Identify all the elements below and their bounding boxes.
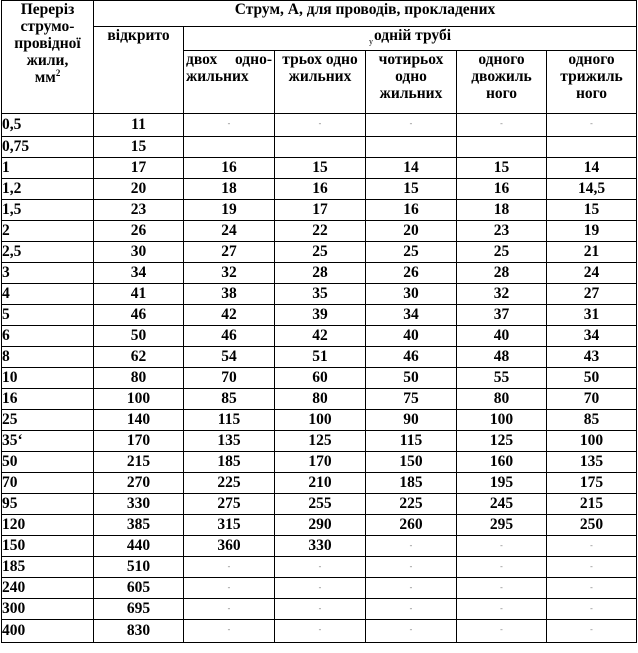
- cell-one-two-core: 195: [457, 473, 547, 494]
- header-area-line: струмо-: [20, 18, 75, 35]
- cell-one-three-core: 85: [547, 410, 637, 431]
- cell-two-single-core: 27: [184, 242, 275, 263]
- cell-three-single-core: 22: [275, 221, 366, 242]
- cell-two-single-core: 315: [184, 515, 275, 536]
- cell-one-two-core: -: [457, 620, 547, 643]
- table-row: [2, 284, 637, 305]
- cell-one-three-core: 21: [547, 242, 637, 263]
- cell-one-two-core: [457, 137, 547, 158]
- table-row: [2, 599, 637, 620]
- cell-three-single-core: -: [275, 599, 366, 620]
- cell-cross-section: 4: [2, 284, 94, 305]
- cell-open: 605: [94, 578, 184, 599]
- cell-two-single-core: 185: [184, 452, 275, 473]
- table-row: [2, 536, 637, 557]
- cell-four-single-core: -: [366, 536, 457, 557]
- cell-one-two-core: -: [457, 114, 547, 137]
- cell-two-single-core: -: [184, 114, 275, 137]
- table-row: [2, 368, 637, 389]
- cell-one-three-core: 34: [547, 326, 637, 347]
- cell-four-single-core: 185: [366, 473, 457, 494]
- cell-one-two-core: 48: [457, 347, 547, 368]
- cell-three-single-core: 60: [275, 368, 366, 389]
- current-table: [1, 0, 637, 643]
- table-row: [2, 578, 637, 599]
- table-row: [2, 452, 637, 473]
- cell-one-three-core: 27: [547, 284, 637, 305]
- cell-four-single-core: 20: [366, 221, 457, 242]
- cell-four-single-core: 16: [366, 200, 457, 221]
- cell-two-single-core: 42: [184, 305, 275, 326]
- cell-two-single-core: 70: [184, 368, 275, 389]
- cell-one-two-core: 40: [457, 326, 547, 347]
- cell-three-single-core: 42: [275, 326, 366, 347]
- cell-one-two-core: 80: [457, 389, 547, 410]
- cell-four-single-core: 115: [366, 431, 457, 452]
- cell-four-single-core: 15: [366, 179, 457, 200]
- cell-cross-section: 1,2: [2, 179, 94, 200]
- cell-three-single-core: 170: [275, 452, 366, 473]
- cell-cross-section: 10: [2, 368, 94, 389]
- cell-one-three-core: -: [547, 536, 637, 557]
- cell-open: 695: [94, 599, 184, 620]
- cell-one-three-core: 50: [547, 368, 637, 389]
- cell-four-single-core: -: [366, 114, 457, 137]
- cell-three-single-core: 51: [275, 347, 366, 368]
- cell-three-single-core: 35: [275, 284, 366, 305]
- cell-cross-section: 0,75: [2, 137, 94, 158]
- cell-four-single-core: 50: [366, 368, 457, 389]
- cell-four-single-core: -: [366, 557, 457, 578]
- table-row: [2, 326, 637, 347]
- table-row: [2, 494, 637, 515]
- cell-cross-section: 3: [2, 263, 94, 284]
- cell-two-single-core: 225: [184, 473, 275, 494]
- header-one-two-core: одного двожиль ного: [457, 51, 547, 114]
- cell-open: 170: [94, 431, 184, 452]
- cell-one-two-core: 16: [457, 179, 547, 200]
- cell-four-single-core: -: [366, 620, 457, 643]
- cell-four-single-core: -: [366, 599, 457, 620]
- cell-cross-section: 35‘: [2, 431, 94, 452]
- cell-one-three-core: 31: [547, 305, 637, 326]
- cell-cross-section: 300: [2, 599, 94, 620]
- cell-four-single-core: [366, 137, 457, 158]
- header-in-pipe-label: одній трубі: [374, 27, 452, 44]
- cell-three-single-core: 290: [275, 515, 366, 536]
- cell-two-single-core: 38: [184, 284, 275, 305]
- cell-three-single-core: -: [275, 114, 366, 137]
- cell-three-single-core: [275, 137, 366, 158]
- cell-three-single-core: 125: [275, 431, 366, 452]
- header-area-line: жили,: [26, 52, 69, 69]
- cell-three-single-core: -: [275, 578, 366, 599]
- cell-cross-section: 95: [2, 494, 94, 515]
- cell-three-single-core: 210: [275, 473, 366, 494]
- cell-one-two-core: 100: [457, 410, 547, 431]
- cell-one-two-core: 245: [457, 494, 547, 515]
- cell-four-single-core: 150: [366, 452, 457, 473]
- cell-one-three-core: [547, 137, 637, 158]
- header-open: відкрито: [94, 27, 184, 114]
- table-row: [2, 114, 637, 137]
- cell-open: 440: [94, 536, 184, 557]
- cell-two-single-core: 24: [184, 221, 275, 242]
- header-cross-section: [2, 1, 94, 114]
- header-area-sup: 2: [55, 68, 61, 78]
- cell-cross-section: 120: [2, 515, 94, 536]
- cell-four-single-core: 90: [366, 410, 457, 431]
- cell-one-three-core: 135: [547, 452, 637, 473]
- cell-one-two-core: 55: [457, 368, 547, 389]
- header-one-three-core: одного трижиль ного: [547, 51, 637, 114]
- cell-open: 830: [94, 620, 184, 643]
- cell-three-single-core: 28: [275, 263, 366, 284]
- cell-cross-section: 5: [2, 305, 94, 326]
- cell-one-two-core: 37: [457, 305, 547, 326]
- table-row: [2, 242, 637, 263]
- cell-two-single-core: 16: [184, 158, 275, 179]
- table-row: [2, 431, 637, 452]
- cell-two-single-core: 32: [184, 263, 275, 284]
- cell-one-two-core: 32: [457, 284, 547, 305]
- cell-cross-section: 6: [2, 326, 94, 347]
- cell-two-single-core: -: [184, 620, 275, 643]
- cell-cross-section: 1: [2, 158, 94, 179]
- header-two-single-core: двох одно-жильних: [184, 51, 275, 114]
- cell-three-single-core: 80: [275, 389, 366, 410]
- cell-one-two-core: 18: [457, 200, 547, 221]
- table-row: [2, 410, 637, 431]
- header-in-pipe: [184, 27, 637, 51]
- table-row: [2, 305, 637, 326]
- table-row: [2, 620, 637, 643]
- cell-four-single-core: 225: [366, 494, 457, 515]
- cell-one-three-core: 15: [547, 200, 637, 221]
- cell-one-two-core: 28: [457, 263, 547, 284]
- cell-one-two-core: 23: [457, 221, 547, 242]
- cell-open: 17: [94, 158, 184, 179]
- cell-two-single-core: 360: [184, 536, 275, 557]
- table-row: [2, 557, 637, 578]
- cell-one-three-core: 70: [547, 389, 637, 410]
- header-in-pipe-mark: у: [369, 37, 373, 46]
- cell-two-single-core: 135: [184, 431, 275, 452]
- cell-four-single-core: 25: [366, 242, 457, 263]
- cell-one-three-core: 14,5: [547, 179, 637, 200]
- cell-one-two-core: -: [457, 599, 547, 620]
- cell-two-single-core: 85: [184, 389, 275, 410]
- cell-one-two-core: -: [457, 536, 547, 557]
- cell-two-single-core: -: [184, 599, 275, 620]
- table-body: [2, 114, 637, 643]
- cell-cross-section: 0,5: [2, 114, 94, 137]
- table-row: [2, 473, 637, 494]
- cell-cross-section: 240: [2, 578, 94, 599]
- cell-open: 385: [94, 515, 184, 536]
- cell-one-three-core: 19: [547, 221, 637, 242]
- table-row: [2, 221, 637, 242]
- cell-cross-section: 1,5: [2, 200, 94, 221]
- cell-cross-section: 185: [2, 557, 94, 578]
- cell-open: 23: [94, 200, 184, 221]
- cell-open: 215: [94, 452, 184, 473]
- cell-one-two-core: 160: [457, 452, 547, 473]
- cell-two-single-core: -: [184, 557, 275, 578]
- cell-open: 26: [94, 221, 184, 242]
- cell-three-single-core: 17: [275, 200, 366, 221]
- cell-open: 62: [94, 347, 184, 368]
- cell-four-single-core: 26: [366, 263, 457, 284]
- cell-open: 34: [94, 263, 184, 284]
- cell-one-three-core: 215: [547, 494, 637, 515]
- cell-open: 80: [94, 368, 184, 389]
- cell-two-single-core: -: [184, 578, 275, 599]
- cell-cross-section: 70: [2, 473, 94, 494]
- table-header: [2, 1, 637, 114]
- cell-three-single-core: -: [275, 557, 366, 578]
- cell-cross-section: 2: [2, 221, 94, 242]
- cell-three-single-core: 39: [275, 305, 366, 326]
- cell-one-three-core: 24: [547, 263, 637, 284]
- cell-two-single-core: 46: [184, 326, 275, 347]
- cell-open: 15: [94, 137, 184, 158]
- table-row: [2, 137, 637, 158]
- cell-four-single-core: 260: [366, 515, 457, 536]
- cell-one-two-core: 25: [457, 242, 547, 263]
- cell-cross-section: 25: [2, 410, 94, 431]
- cell-three-single-core: 100: [275, 410, 366, 431]
- cell-one-three-core: -: [547, 578, 637, 599]
- cell-one-three-core: 100: [547, 431, 637, 452]
- cell-open: 41: [94, 284, 184, 305]
- cell-one-two-core: 15: [457, 158, 547, 179]
- cell-open: 20: [94, 179, 184, 200]
- cell-four-single-core: 75: [366, 389, 457, 410]
- header-three-single-core: трьох одно жильних: [275, 51, 366, 114]
- cell-open: 46: [94, 305, 184, 326]
- cell-one-three-core: -: [547, 599, 637, 620]
- cell-four-single-core: 34: [366, 305, 457, 326]
- cell-open: 100: [94, 389, 184, 410]
- cell-cross-section: 400: [2, 620, 94, 643]
- header-area-unit: мм: [34, 69, 56, 86]
- cell-one-two-core: 295: [457, 515, 547, 536]
- cell-four-single-core: -: [366, 578, 457, 599]
- table-row: [2, 263, 637, 284]
- cell-one-three-core: 43: [547, 347, 637, 368]
- header-current-title: Струм, А, для проводів, прокладених: [94, 1, 637, 27]
- cell-two-single-core: 19: [184, 200, 275, 221]
- cell-open: 11: [94, 114, 184, 137]
- cell-three-single-core: 25: [275, 242, 366, 263]
- cell-open: 50: [94, 326, 184, 347]
- cell-two-single-core: [184, 137, 275, 158]
- cell-one-three-core: -: [547, 114, 637, 137]
- cell-one-three-core: 250: [547, 515, 637, 536]
- cell-three-single-core: -: [275, 620, 366, 643]
- table-row: [2, 179, 637, 200]
- cell-cross-section: 2,5: [2, 242, 94, 263]
- table-row: [2, 200, 637, 221]
- header-four-single-core: чотирьох одно жильних: [366, 51, 457, 114]
- cell-one-two-core: 125: [457, 431, 547, 452]
- cell-open: 330: [94, 494, 184, 515]
- cell-one-three-core: 175: [547, 473, 637, 494]
- cell-open: 30: [94, 242, 184, 263]
- cell-one-two-core: -: [457, 557, 547, 578]
- cell-cross-section: 8: [2, 347, 94, 368]
- cell-two-single-core: 115: [184, 410, 275, 431]
- cell-four-single-core: 46: [366, 347, 457, 368]
- cell-one-three-core: 14: [547, 158, 637, 179]
- table-row: [2, 389, 637, 410]
- cell-open: 510: [94, 557, 184, 578]
- cell-one-three-core: -: [547, 557, 637, 578]
- cell-cross-section: 150: [2, 536, 94, 557]
- cell-one-two-core: -: [457, 578, 547, 599]
- cell-two-single-core: 18: [184, 179, 275, 200]
- cell-four-single-core: 14: [366, 158, 457, 179]
- cell-two-single-core: 275: [184, 494, 275, 515]
- cell-cross-section: 50: [2, 452, 94, 473]
- cell-open: 270: [94, 473, 184, 494]
- cell-three-single-core: 255: [275, 494, 366, 515]
- cell-open: 140: [94, 410, 184, 431]
- cell-two-single-core: 54: [184, 347, 275, 368]
- header-area-line: провідної: [14, 35, 81, 52]
- cell-three-single-core: 16: [275, 179, 366, 200]
- table-row: [2, 158, 637, 179]
- header-area-line: Переріз: [20, 1, 75, 18]
- cell-four-single-core: 30: [366, 284, 457, 305]
- table-row: [2, 515, 637, 536]
- cell-three-single-core: 15: [275, 158, 366, 179]
- cell-one-three-core: -: [547, 620, 637, 643]
- cell-four-single-core: 40: [366, 326, 457, 347]
- cell-three-single-core: 330: [275, 536, 366, 557]
- table-row: [2, 347, 637, 368]
- cell-cross-section: 16: [2, 389, 94, 410]
